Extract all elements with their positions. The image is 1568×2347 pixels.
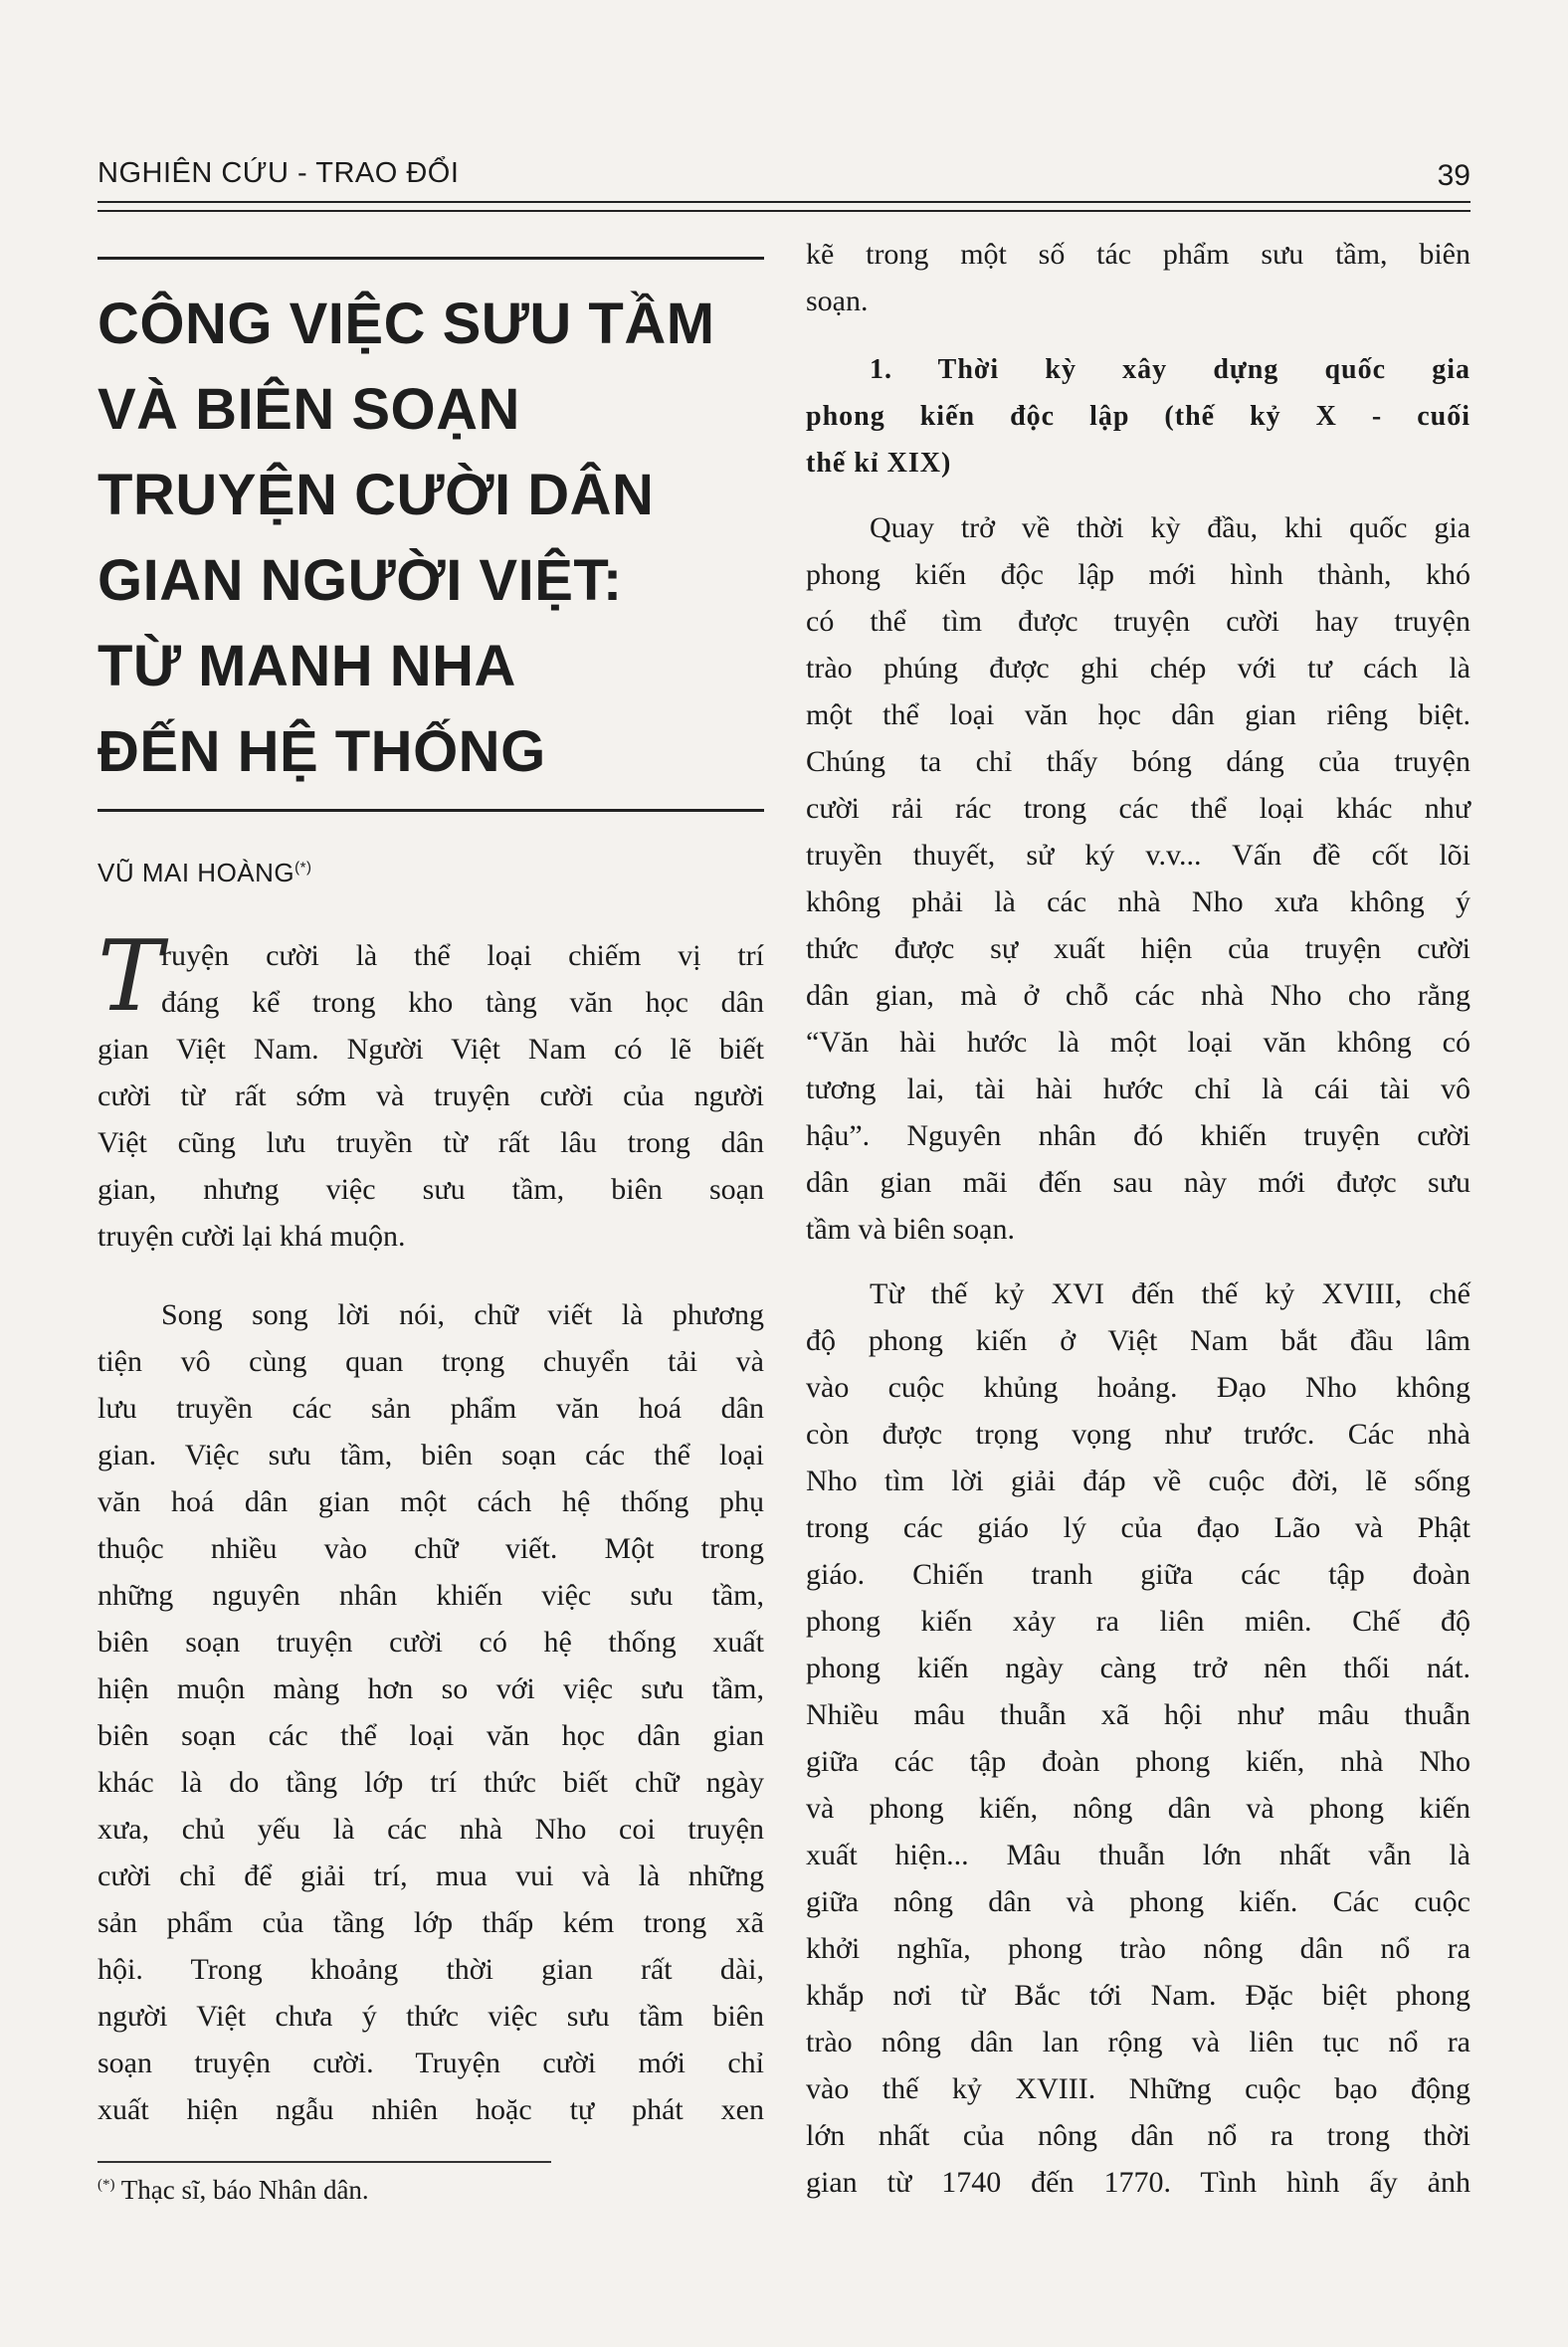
title-line: TỪ MANH NHA xyxy=(98,634,516,698)
text-line: cười chỉ để giải trí, mua vui và là những xyxy=(98,1859,764,1892)
text-line: sản phẩm của tầng lớp thấp kém trong xã xyxy=(98,1906,764,1939)
text-line: ruyện cười là thể loại chiếm vị trí xyxy=(161,939,764,972)
left-column xyxy=(98,257,764,2206)
text-line: khác là do tầng lớp trí thức biết chữ ngày xyxy=(98,1766,764,1799)
text-line: khắp nơi từ Bắc tới Nam. Đặc biệt phong xyxy=(806,1979,1470,2012)
text-line: trào nông dân lan rộng và liên tục nổ ra xyxy=(806,2026,1470,2058)
text-line: kẽ trong một số tác phẩm sưu tầm, biên xyxy=(806,238,1470,271)
text-line: trào phúng được ghi chép với tư cách là xyxy=(806,652,1470,685)
text-line: hiện muộn màng hơn so với việc sưu tầm, xyxy=(98,1672,764,1705)
heading-line: 1. Thời kỳ xây dựng quốc gia xyxy=(870,354,1470,385)
title-top-rule xyxy=(98,257,764,260)
text-line: đáng kể trong kho tàng văn học dân xyxy=(161,986,764,1019)
text-line: dân gian, mà ở chỗ các nhà Nho cho rằng xyxy=(806,979,1470,1012)
footnote-mark: (*) xyxy=(98,2177,115,2193)
text-line: những nguyên nhân khiến việc sưu tầm, xyxy=(98,1579,764,1612)
right-intro xyxy=(806,231,1470,324)
heading-line: thế kỉ XIX) xyxy=(806,448,952,479)
text-line: Từ thế kỷ XVI đến thế kỷ XVIII, chế xyxy=(870,1277,1470,1310)
text-line: Song song lời nói, chữ viết là phương xyxy=(161,1298,764,1331)
author-name: VŨ MAI HOÀNG xyxy=(98,858,295,887)
text-line: gian. Việc sưu tầm, biên soạn các thể loại xyxy=(98,1439,764,1471)
drop-cap: T xyxy=(98,920,163,1034)
text-line: giáo. Chiến tranh giữa các tập đoàn xyxy=(806,1558,1470,1591)
text-line: Quay trở về thời kỳ đầu, khi quốc gia xyxy=(870,511,1470,544)
heading-line: phong kiến độc lập (thế kỷ X - cuối xyxy=(806,401,1470,432)
text-line: xuất hiện ngẫu nhiên hoặc tự phát xen xyxy=(98,2093,764,2126)
running-header xyxy=(98,149,1470,201)
text-line: hậu”. Nguyên nhân đó khiến truyện cười xyxy=(806,1119,1470,1152)
footnote-rule xyxy=(98,2161,551,2163)
text-line: “Văn hài hước là một loại văn không có xyxy=(806,1026,1470,1059)
page-number: 39 xyxy=(1437,159,1470,192)
text-line: cười từ rất sớm và truyện cười của người xyxy=(98,1079,764,1112)
section-heading xyxy=(806,346,1470,487)
text-line: truyện cười lại khá muộn. xyxy=(98,1220,406,1253)
text-line: vào cuộc khủng hoảng. Đạo Nho không xyxy=(806,1371,1470,1404)
text-line: phong kiến ngày càng trở nên thối nát. xyxy=(806,1652,1470,1684)
title-bottom-rule xyxy=(98,809,764,812)
text-line: soạn. xyxy=(806,285,869,317)
footnote-text: Thạc sĩ, báo Nhân dân. xyxy=(120,2175,369,2205)
text-line: dân gian mãi đến sau này mới được sưu xyxy=(806,1166,1470,1199)
text-line: hội. Trong khoảng thời gian rất dài, xyxy=(98,1953,764,1986)
text-line: tầm và biên soạn. xyxy=(806,1213,1015,1246)
title-line: TRUYỆN CƯỜI DÂN xyxy=(98,463,655,527)
text-line: cười rải rác trong các thể loại khác như xyxy=(806,792,1470,825)
title-line: ĐẾN HỆ THỐNG xyxy=(98,719,546,784)
text-line: giữa các tập đoàn phong kiến, nhà Nho xyxy=(806,1745,1470,1778)
header-rule xyxy=(98,201,1470,212)
text-line: người Việt chưa ý thức việc sưu tầm biên xyxy=(98,2000,764,2033)
text-line: khởi nghĩa, phong trào nông dân nổ ra xyxy=(806,1932,1470,1965)
text-line: giữa nông dân và phong kiến. Các cuộc xyxy=(806,1885,1470,1918)
text-line: Việt cũng lưu truyền từ rất lâu trong dân xyxy=(98,1126,764,1159)
section-name: NGHIÊN CỨU - TRAO ĐỔI xyxy=(98,157,460,189)
title-line: VÀ BIÊN SOẠN xyxy=(98,377,520,442)
right-column xyxy=(806,231,1470,2206)
text-line: có thể tìm được truyện cười hay truyện xyxy=(806,605,1470,638)
text-line: soạn truyện cười. Truyện cười mới chỉ xyxy=(98,2047,764,2079)
author-byline xyxy=(98,858,764,888)
article-title xyxy=(98,282,764,795)
text-line: văn hoá dân gian một cách hệ thống phụ xyxy=(98,1485,764,1518)
text-line: tiện vô cùng quan trọng chuyển tải và xyxy=(98,1345,764,1378)
text-line: độ phong kiến ở Việt Nam bắt đầu lâm xyxy=(806,1324,1470,1357)
text-line: phong kiến độc lập mới hình thành, khó xyxy=(806,558,1470,591)
text-line: truyền thuyết, sử ký v.v... Vấn đề cốt lõi xyxy=(806,839,1470,872)
text-line: thức được sự xuất hiện của truyện cười xyxy=(806,932,1470,965)
text-line: một thể loại văn học dân gian riêng biệt. xyxy=(806,698,1470,731)
text-line: xưa, chủ yếu là các nhà Nho coi truyện xyxy=(98,1813,764,1846)
text-line: và phong kiến, nông dân và phong kiến xyxy=(806,1792,1470,1825)
text-line: Chúng ta chỉ thấy bóng dáng của truyện xyxy=(806,745,1470,778)
text-line: lưu truyền các sản phẩm văn hoá dân xyxy=(98,1392,764,1425)
right-paragraph-1 xyxy=(806,504,1470,1253)
text-line: trong các giáo lý của đạo Lão và Phật xyxy=(806,1511,1470,1544)
title-line: CÔNG VIỆC SƯU TẦM xyxy=(98,292,715,356)
text-line: vào thế kỷ XVIII. Những cuộc bạo động xyxy=(806,2072,1470,2105)
text-line: thuộc nhiều vào chữ viết. Một trong xyxy=(98,1532,764,1565)
text-line: gian Việt Nam. Người Việt Nam có lẽ biết xyxy=(98,1033,764,1066)
text-line: biên soạn truyện cười có hệ thống xuất xyxy=(98,1626,764,1659)
text-line: biên soạn các thể loại văn học dân gian xyxy=(98,1719,764,1752)
text-line: không phải là các nhà Nho xưa không ý xyxy=(806,885,1470,918)
text-line: phong kiến xảy ra liên miên. Chế độ xyxy=(806,1605,1470,1638)
text-line: còn được trọng vọng như trước. Các nhà xyxy=(806,1418,1470,1451)
text-line: gian, nhưng việc sưu tầm, biên soạn xyxy=(98,1173,764,1206)
right-paragraph-2 xyxy=(806,1271,1470,2206)
text-line: Nho tìm lời giải đáp về cuộc đời, lẽ sống xyxy=(806,1465,1470,1497)
title-line: GIAN NGƯỜI VIỆT: xyxy=(98,548,623,613)
text-line: gian từ 1740 đến 1770. Tình hình ấy ảnh xyxy=(806,2166,1470,2199)
left-paragraph-1 xyxy=(98,920,764,1260)
text-line: lớn nhất của nông dân nổ ra trong thời xyxy=(806,2119,1470,2152)
text-line: xuất hiện... Mâu thuẫn lớn nhất vẫn là xyxy=(806,1839,1470,1871)
text-line: tương lai, tài hài hước chỉ là cái tài vô xyxy=(806,1073,1470,1105)
left-paragraph-2 xyxy=(98,1291,764,2133)
author-footnote-mark: (*) xyxy=(294,859,312,877)
footnote xyxy=(98,2175,764,2206)
text-line: Nhiều mâu thuẫn xã hội như mâu thuẫn xyxy=(806,1698,1470,1731)
